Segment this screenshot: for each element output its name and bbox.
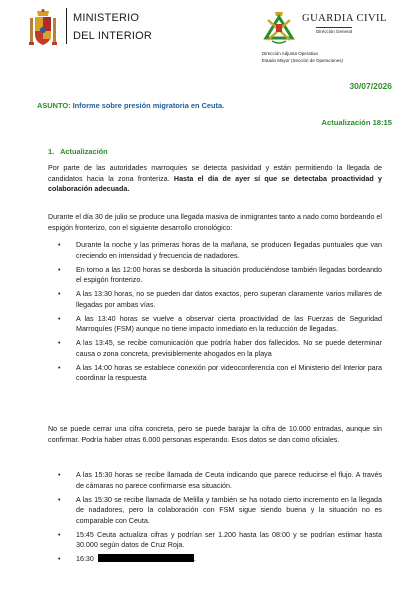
section-title: Actualización: [60, 147, 108, 156]
bullet: •: [58, 471, 61, 479]
subject-label: ASUNTO:: [37, 101, 71, 110]
list-item: • A las 13:40 horas se vuelve a observar cierta proactividad de las Fuerzas de Seguridad Marroquíes (FSM) aunque no tiene impacto inmediato en la reducción de llegadas.: [58, 314, 382, 333]
list-item: • 16:30 .: [58, 555, 196, 563]
update-time: Actualización 18:15: [321, 118, 392, 127]
paragraph-1: [48, 163, 382, 195]
guardia-civil-emblem-icon: [262, 10, 296, 46]
bullet: •: [58, 290, 61, 298]
section-number: 1.: [48, 147, 55, 156]
ministry-line-2: DEL INTERIOR: [73, 30, 153, 42]
ministry-line-1: MINISTERIO: [73, 12, 140, 24]
ministry-name: [66, 8, 152, 44]
list-item: • A las 15:30 se recibe llamada de Melilla y también se ha notado cierto incremento en la llegada de nadadores, pero la colaboración con FSM sigue siendo buena y la situación no es comparable con Ceuta.: [58, 495, 382, 525]
paragraph-2: Durante el día 30 de julio se produce una llegada masiva de inmigrantes tanto a nado como bordeando el espigón fronterizo, con el siguiente desarrollo cronológico:: [48, 213, 382, 232]
list-item: • En torno a las 12:00 horas se desborda la situación produciéndose también llegadas bordeando el espigón fronterizo.: [58, 265, 382, 284]
list-item: • A las 13:45, se recibe comunicación que podría haber dos fallecidos. No se puede determinar causa o zona concreta, previsiblemente ahogados en la playa: [58, 339, 382, 358]
bullet: •: [58, 339, 61, 347]
guardia-civil-subtitle: Dirección General: [316, 29, 353, 34]
bullet: •: [58, 363, 61, 372]
list-item: • A las 15:30 horas se recibe llamada de Ceuta indicando que parece reducirse el flujo. A través de cámaras no parece confirmarse esa situación.: [58, 471, 382, 490]
spanish-coat-of-arms-icon: [28, 8, 58, 48]
paragraph-3: No se puede cerrar una cifra concreta, pero se puede barajar la cifra de 10.000 entradas, aunque sin confirmar. Podría haber otras 6.000 personas esperando. Esos datos se dan como oficiales.: [48, 425, 382, 444]
subject-line: [37, 101, 224, 110]
ministry-header: [28, 8, 152, 48]
list-item: • Durante la noche y las primeras horas de la mañana, se producen llegadas puntuales que van creciendo en intensidad y frecuencia de nadadores.: [58, 241, 382, 260]
chronology-list: [58, 240, 382, 387]
bullet: •: [58, 241, 61, 249]
guardia-civil-title: GUARDIA CIVIL: [302, 13, 387, 24]
bullet: •: [58, 555, 61, 563]
section-heading: [48, 147, 108, 156]
bullet: •: [58, 265, 61, 274]
subject-text: Informe sobre presión migratoria en Ceuta.: [72, 101, 225, 110]
redaction-block: [98, 554, 194, 562]
bullet: •: [58, 314, 61, 323]
list-item: • 15:45 Ceuta actualiza cifras y podrían ser 1.200 hasta las 08:00 y se podrían estimar hasta 30.000 según datos de Cruz Roja.: [58, 530, 382, 549]
unit-line-2: Estado Mayor (Sección de Operaciones): [262, 58, 344, 63]
unit-line-1: Dirección Adjunta Operativa: [262, 51, 318, 56]
bullet: •: [58, 495, 61, 504]
report-date: 30/07/2026: [349, 81, 392, 91]
list-item: • A las 13:30 horas, no se pueden dar datos exactos, pero superan claramente varios millares de llegadas por ambas vías.: [58, 290, 382, 309]
afternoon-list: [58, 470, 382, 568]
list-item: • A las 14:00 horas se establece conexión por videoconferencia con el Ministerio del Interior para coordinar la respuesta: [58, 363, 382, 382]
paragraph-1-bold: Hasta el día de ayer sí que se detectaba proactividad y colaboración adecuada.: [48, 174, 382, 193]
bullet: •: [58, 530, 61, 539]
paragraph-1-text: Por parte de las autoridades marroquíes se detecta pasividad y están permitiendo la llegada de candidatos hacia la zona fronteriza.: [48, 164, 382, 183]
